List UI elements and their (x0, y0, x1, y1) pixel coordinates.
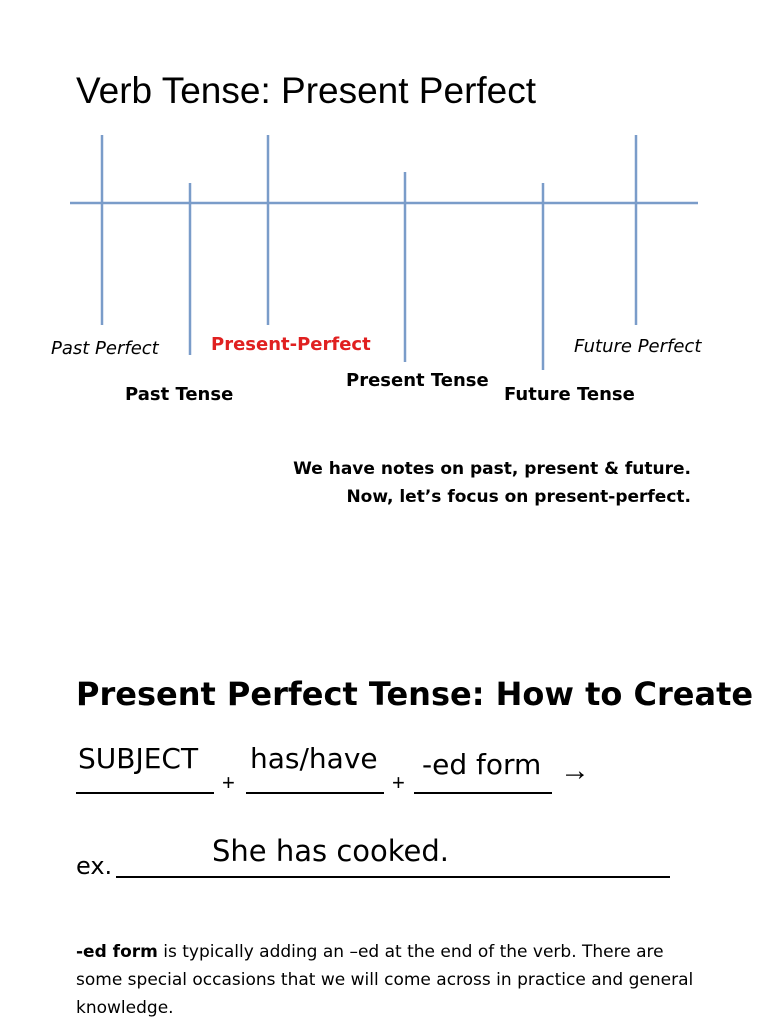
formula-has-have: has/have (250, 742, 378, 775)
section-heading: Present Perfect Tense: How to Create (76, 675, 754, 713)
formula-subject: SUBJECT (78, 742, 199, 775)
label-present-tense: Present Tense (346, 370, 489, 391)
timeline-diagram (0, 125, 768, 370)
label-past-perfect: Past Perfect (51, 338, 159, 359)
example-sentence: She has cooked. (212, 834, 449, 868)
footnote-term: -ed form (76, 942, 158, 962)
label-present-perfect: Present-Perfect (211, 334, 371, 355)
notes-block (293, 455, 691, 511)
formula (76, 742, 696, 802)
label-future-perfect: Future Perfect (574, 336, 702, 357)
notes-line-2: Now, let’s focus on present-perfect. (346, 487, 691, 507)
page-title: Verb Tense: Present Perfect (76, 70, 537, 111)
label-past-tense: Past Tense (125, 384, 234, 405)
formula-plus-1: + (222, 770, 235, 795)
notes-line-1: We have notes on past, present & future. (293, 459, 691, 479)
example-blank (116, 876, 670, 878)
example (76, 834, 676, 884)
arrow-icon: → (560, 754, 590, 787)
example-prefix: ex. (76, 852, 113, 880)
formula-plus-2: + (392, 770, 405, 795)
footnote-paragraph (76, 938, 696, 1022)
footnote-text: is typically adding an –ed at the end of the verb. There are some special occasions that we will come across in practice and general knowledge. (76, 942, 694, 1018)
label-future-tense: Future Tense (504, 384, 635, 405)
formula-ed-form: -ed form (422, 748, 542, 781)
formula-blank-3 (414, 792, 552, 794)
formula-blank-1 (76, 792, 214, 794)
formula-blank-2 (246, 792, 384, 794)
